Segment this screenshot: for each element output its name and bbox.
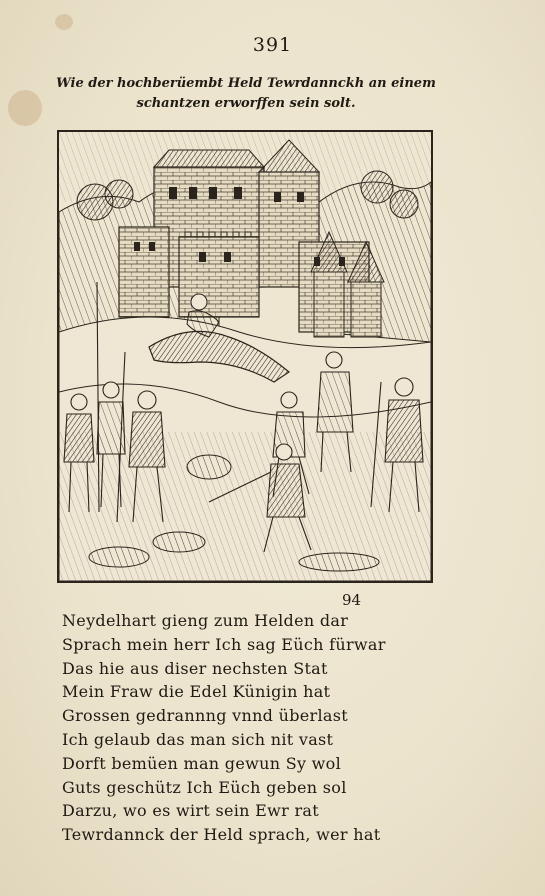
- verse-line: Dorft bemüen man gewun Sy wol: [62, 753, 342, 773]
- verse-line: Grossen gedrannng vnnd überlast: [62, 706, 348, 726]
- chapter-title: [40, 74, 452, 114]
- chapter-title-line: Wie der hochberüembt Held Tewrdannckh an einem: [56, 76, 436, 91]
- page-number: 391: [252, 34, 293, 56]
- verse-line: Tewrdannck der Held sprach, wer hat: [62, 825, 381, 845]
- verse-line: Darzu, wo es wirt sein Ewr rat: [62, 801, 319, 821]
- verse-line: Ich gelaub das man sich nit vast: [62, 729, 334, 749]
- verse-line: Mein Fraw die Edel Künigin hat: [62, 682, 331, 702]
- plate-number: 94: [342, 591, 362, 609]
- verse-line: Sprach mein herr Ich sag Eüch fürwar: [62, 634, 386, 654]
- chapter-title-line: schantzen erworffen sein solt.: [136, 96, 356, 111]
- verse-line: Neydelhart gieng zum Helden dar: [62, 611, 349, 630]
- woodcut-illustration-drawing: [59, 132, 431, 581]
- verse-line: Guts geschütz Ich Eüch geben sol: [62, 777, 347, 797]
- verse-text: [62, 609, 422, 847]
- page-stain: [55, 14, 73, 30]
- page-stain: [8, 90, 42, 126]
- verse-line: Das hie aus diser nechsten Stat: [62, 658, 328, 678]
- woodcut-illustration: [57, 130, 433, 583]
